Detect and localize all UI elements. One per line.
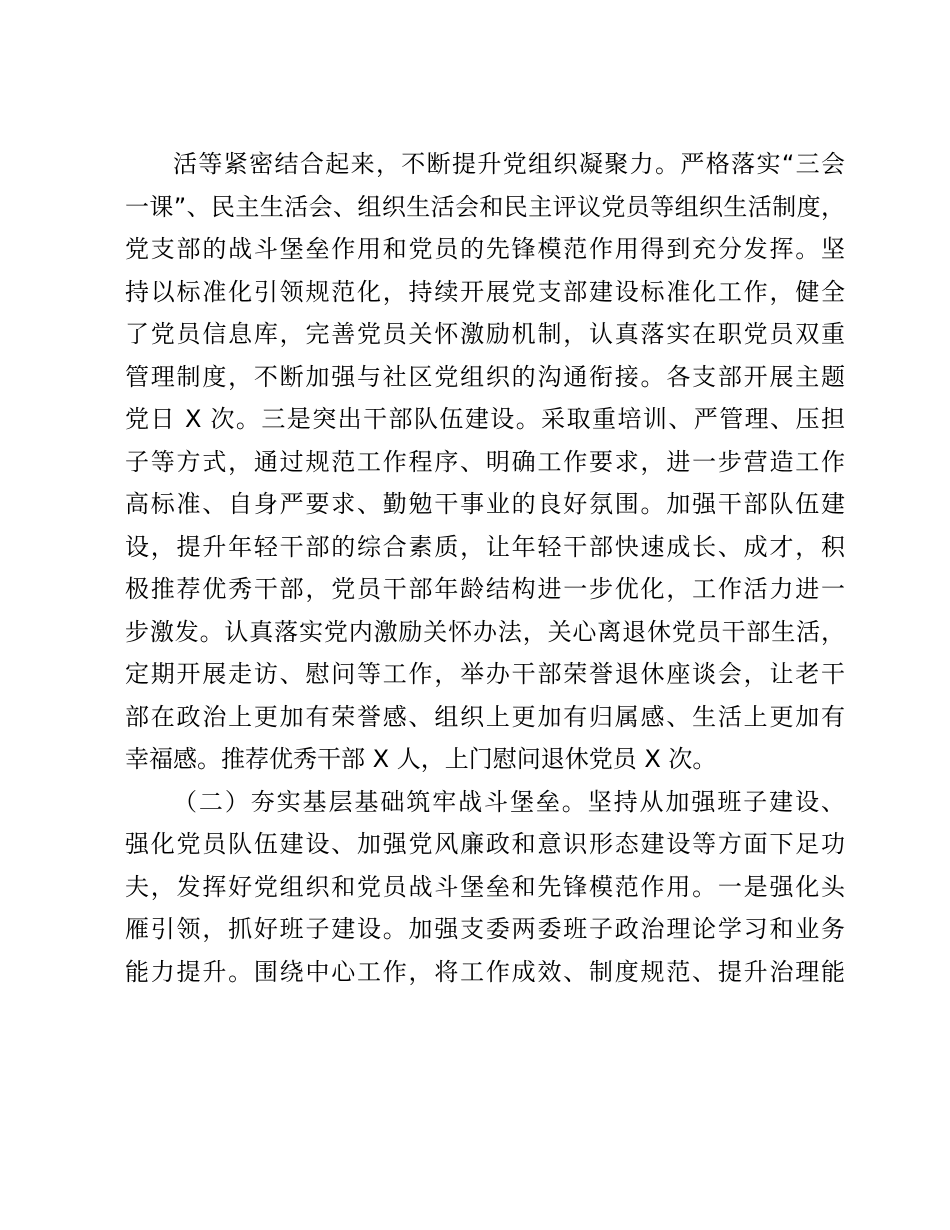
section-heading-line: （二）夯实基层基础筑牢战斗堡垒。坚持从加强班子建设、: [173, 787, 845, 816]
text-line: 高标准、自身严要求、勤勉干事业的良好氛围。加强干部队伍建: [125, 490, 845, 518]
text-line: 设，提升年轻干部的综合素质，让年轻干部快速成长、成才，积: [125, 532, 845, 561]
text-line: 雁引领，抓好班子建设。加强支委两委班子政治理论学习和业务: [125, 915, 845, 943]
text-line: 党日 X 次。三是突出干部队伍建设。采取重培训、严管理、压担: [125, 405, 845, 433]
text-line: 步激发。认真落实党内激励关怀办法，关心离退休党员干部生活，: [125, 617, 845, 646]
paragraph-1: [125, 143, 845, 781]
text-line: 定期开展走访、慰问等工作，举办干部荣誉退休座谈会，让老干: [125, 660, 845, 688]
text-line: 党支部的战斗堡垒作用和党员的先锋模范作用得到充分发挥。坚: [125, 235, 845, 263]
text-line: 管理制度，不断加强与社区党组织的沟通衔接。各支部开展主题: [125, 362, 845, 391]
body-text: [125, 143, 845, 993]
text-line: 幸福感。推荐优秀干部 X 人，上门慰问退休党员 X 次。: [125, 745, 717, 773]
text-line: 能力提升。围绕中心工作，将工作成效、制度规范、提升治理能: [125, 957, 845, 986]
text-line: 部在政治上更加有荣誉感、组织上更加有归属感、生活上更加有: [125, 702, 845, 731]
text-line: 极推荐优秀干部，党员干部年龄结构进一步优化，工作活力进一: [125, 575, 845, 603]
paragraph-2: [125, 781, 845, 994]
text-line: 夫，发挥好党组织和党员战斗堡垒和先锋模范作用。一是强化头: [125, 872, 845, 901]
text-line: 持以标准化引领规范化，持续开展党支部建设标准化工作，健全: [125, 277, 845, 306]
text-line: 了党员信息库，完善党员关怀激励机制，认真落实在职党员双重: [125, 320, 845, 348]
text-line: 强化党员队伍建设、加强党风廉政和意识形态建设等方面下足功: [125, 830, 845, 858]
text-line: 子等方式，通过规范工作程序、明确工作要求，进一步营造工作: [125, 447, 845, 476]
text-line: 活等紧密结合起来，不断提升党组织凝聚力。严格落实“三会: [173, 150, 845, 178]
text-line: 一课”、民主生活会、组织生活会和民主评议党员等组织生活制度，: [125, 192, 845, 221]
